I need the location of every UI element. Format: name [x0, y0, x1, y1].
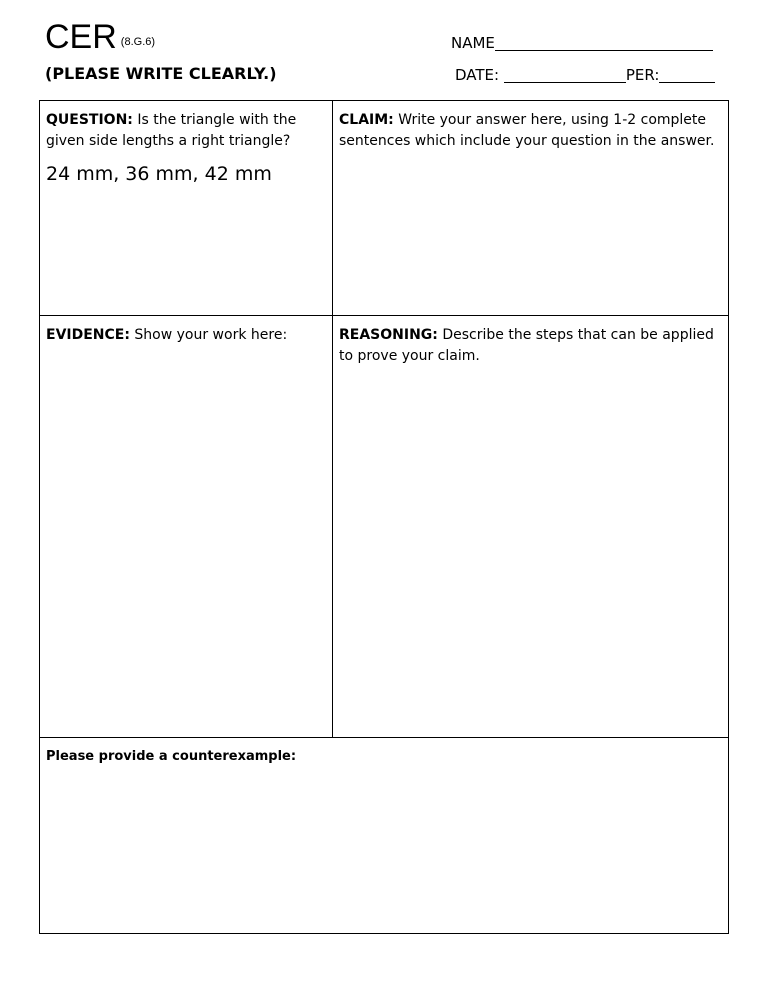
- reasoning-cell[interactable]: [339, 325, 724, 367]
- row-divider-2: [40, 737, 728, 738]
- question-text: Is the triangle with the given side lengths a right triangle?: [46, 112, 297, 149]
- name-field[interactable]: [451, 34, 713, 52]
- cer-worksheet-table: [39, 100, 729, 934]
- question-cell: [46, 110, 330, 186]
- name-blank[interactable]: [495, 34, 713, 51]
- claim-cell[interactable]: [339, 110, 724, 152]
- date-period-field[interactable]: [455, 66, 715, 84]
- name-label: NAME: [451, 34, 495, 52]
- date-blank[interactable]: [504, 66, 626, 83]
- counterexample-cell[interactable]: [46, 746, 716, 767]
- reasoning-label: REASONING:: [339, 327, 438, 343]
- period-blank[interactable]: [659, 66, 715, 83]
- claim-label: CLAIM:: [339, 112, 394, 128]
- title-text: CER: [45, 18, 117, 56]
- column-divider: [332, 101, 333, 737]
- side-lengths: 24 mm, 36 mm, 42 mm: [46, 163, 272, 185]
- claim-text: Write your answer here, using 1-2 complete sentences which include your question in the answer.: [339, 112, 715, 149]
- counterexample-label: Please provide a counterexample:: [46, 749, 297, 764]
- date-label: DATE:: [455, 66, 500, 84]
- instruction-text: (PLEASE WRITE CLEARLY.): [45, 64, 277, 83]
- reasoning-text: Describe the steps that can be applied to prove your claim.: [339, 327, 714, 364]
- evidence-label: EVIDENCE:: [46, 327, 130, 343]
- period-label: PER:: [625, 66, 660, 84]
- row-divider-1: [40, 315, 728, 316]
- question-label: QUESTION:: [46, 112, 133, 128]
- standard-code: (8.G.6): [120, 36, 156, 48]
- evidence-text: Show your work here:: [134, 327, 288, 343]
- worksheet-title: [45, 17, 155, 62]
- evidence-cell[interactable]: [46, 325, 330, 346]
